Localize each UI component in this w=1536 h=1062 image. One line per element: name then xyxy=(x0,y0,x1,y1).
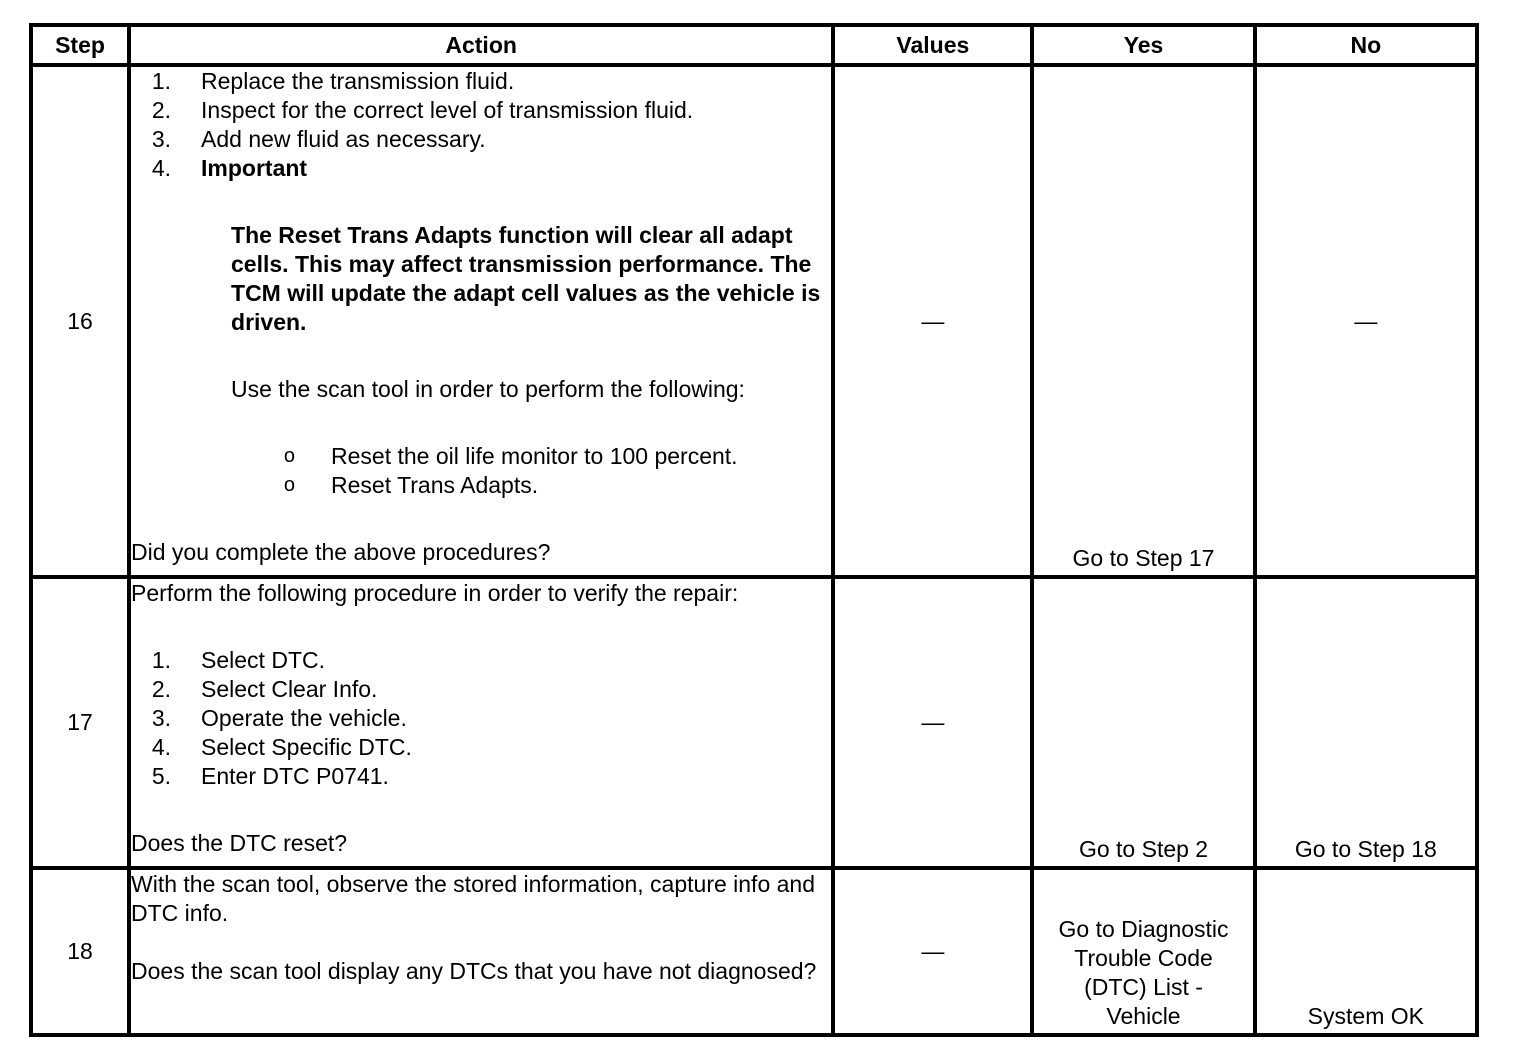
header-row xyxy=(31,25,1477,65)
list-item: o Reset the oil life monitor to 100 percent. xyxy=(283,443,738,469)
table-row-step-16 xyxy=(31,65,1477,577)
step-number: 18 xyxy=(31,868,129,1035)
header-no: No xyxy=(1255,25,1477,65)
list-item: o Reset Trans Adapts. xyxy=(283,472,539,498)
no-cell: — xyxy=(1255,65,1477,577)
important-label: Important xyxy=(201,155,308,181)
intro: With the scan tool, observe the stored information, capture info and DTC info. xyxy=(131,871,816,926)
list-item: 5. Enter DTC P0741. xyxy=(151,763,389,789)
header-values: Values xyxy=(833,25,1032,65)
procedure-list xyxy=(131,646,831,791)
yes-cell: Go to Step 2 xyxy=(1032,577,1254,868)
list-item: 4. Select Specific DTC. xyxy=(151,734,412,760)
question: Does the scan tool display any DTCs that you have not diagnosed? xyxy=(131,958,817,984)
header-yes: Yes xyxy=(1032,25,1254,65)
question: Did you complete the above procedures? xyxy=(131,539,551,565)
yes-cell: Go to Step 17 xyxy=(1032,65,1254,577)
action-cell xyxy=(129,65,833,577)
table-row-step-17 xyxy=(31,577,1477,868)
action-cell xyxy=(129,577,833,868)
question: Does the DTC reset? xyxy=(131,830,348,856)
list-item: 1. Select DTC. xyxy=(151,647,325,673)
intro: Perform the following procedure in order to verify the repair: xyxy=(131,580,739,606)
list-item: 3. Add new fluid as necessary. xyxy=(151,126,486,152)
table-row-step-18 xyxy=(31,868,1477,1035)
values-cell: — xyxy=(833,65,1032,577)
yes-cell: Go to Diagnostic Trouble Code (DTC) List - Vehicle xyxy=(1032,868,1254,1035)
scan-intro: Use the scan tool in order to perform the following: xyxy=(231,376,745,402)
step-number: 17 xyxy=(31,577,129,868)
values-cell: — xyxy=(833,577,1032,868)
action-cell xyxy=(129,868,833,1035)
important-note: The Reset Trans Adapts function will clear all adapt cells. This may affect transmission performance. The TCM will update the adapt cell values as the vehicle is driven. xyxy=(231,222,821,335)
list-item: 1. Replace the transmission fluid. xyxy=(151,68,515,94)
header-action: Action xyxy=(129,25,833,65)
scan-bullet-list xyxy=(131,442,831,500)
list-item: 3. Operate the vehicle. xyxy=(151,705,407,731)
header-step: Step xyxy=(31,25,129,65)
diagnostic-table xyxy=(29,23,1479,1037)
procedure-list xyxy=(131,67,831,183)
list-item: 4. Important xyxy=(131,154,831,183)
list-item: 2. Select Clear Info. xyxy=(151,676,378,702)
no-cell: System OK xyxy=(1255,868,1477,1035)
values-cell: — xyxy=(833,868,1032,1035)
no-cell: Go to Step 18 xyxy=(1255,577,1477,868)
step-number: 16 xyxy=(31,65,129,577)
list-item: 2. Inspect for the correct level of transmission fluid. xyxy=(151,97,694,123)
